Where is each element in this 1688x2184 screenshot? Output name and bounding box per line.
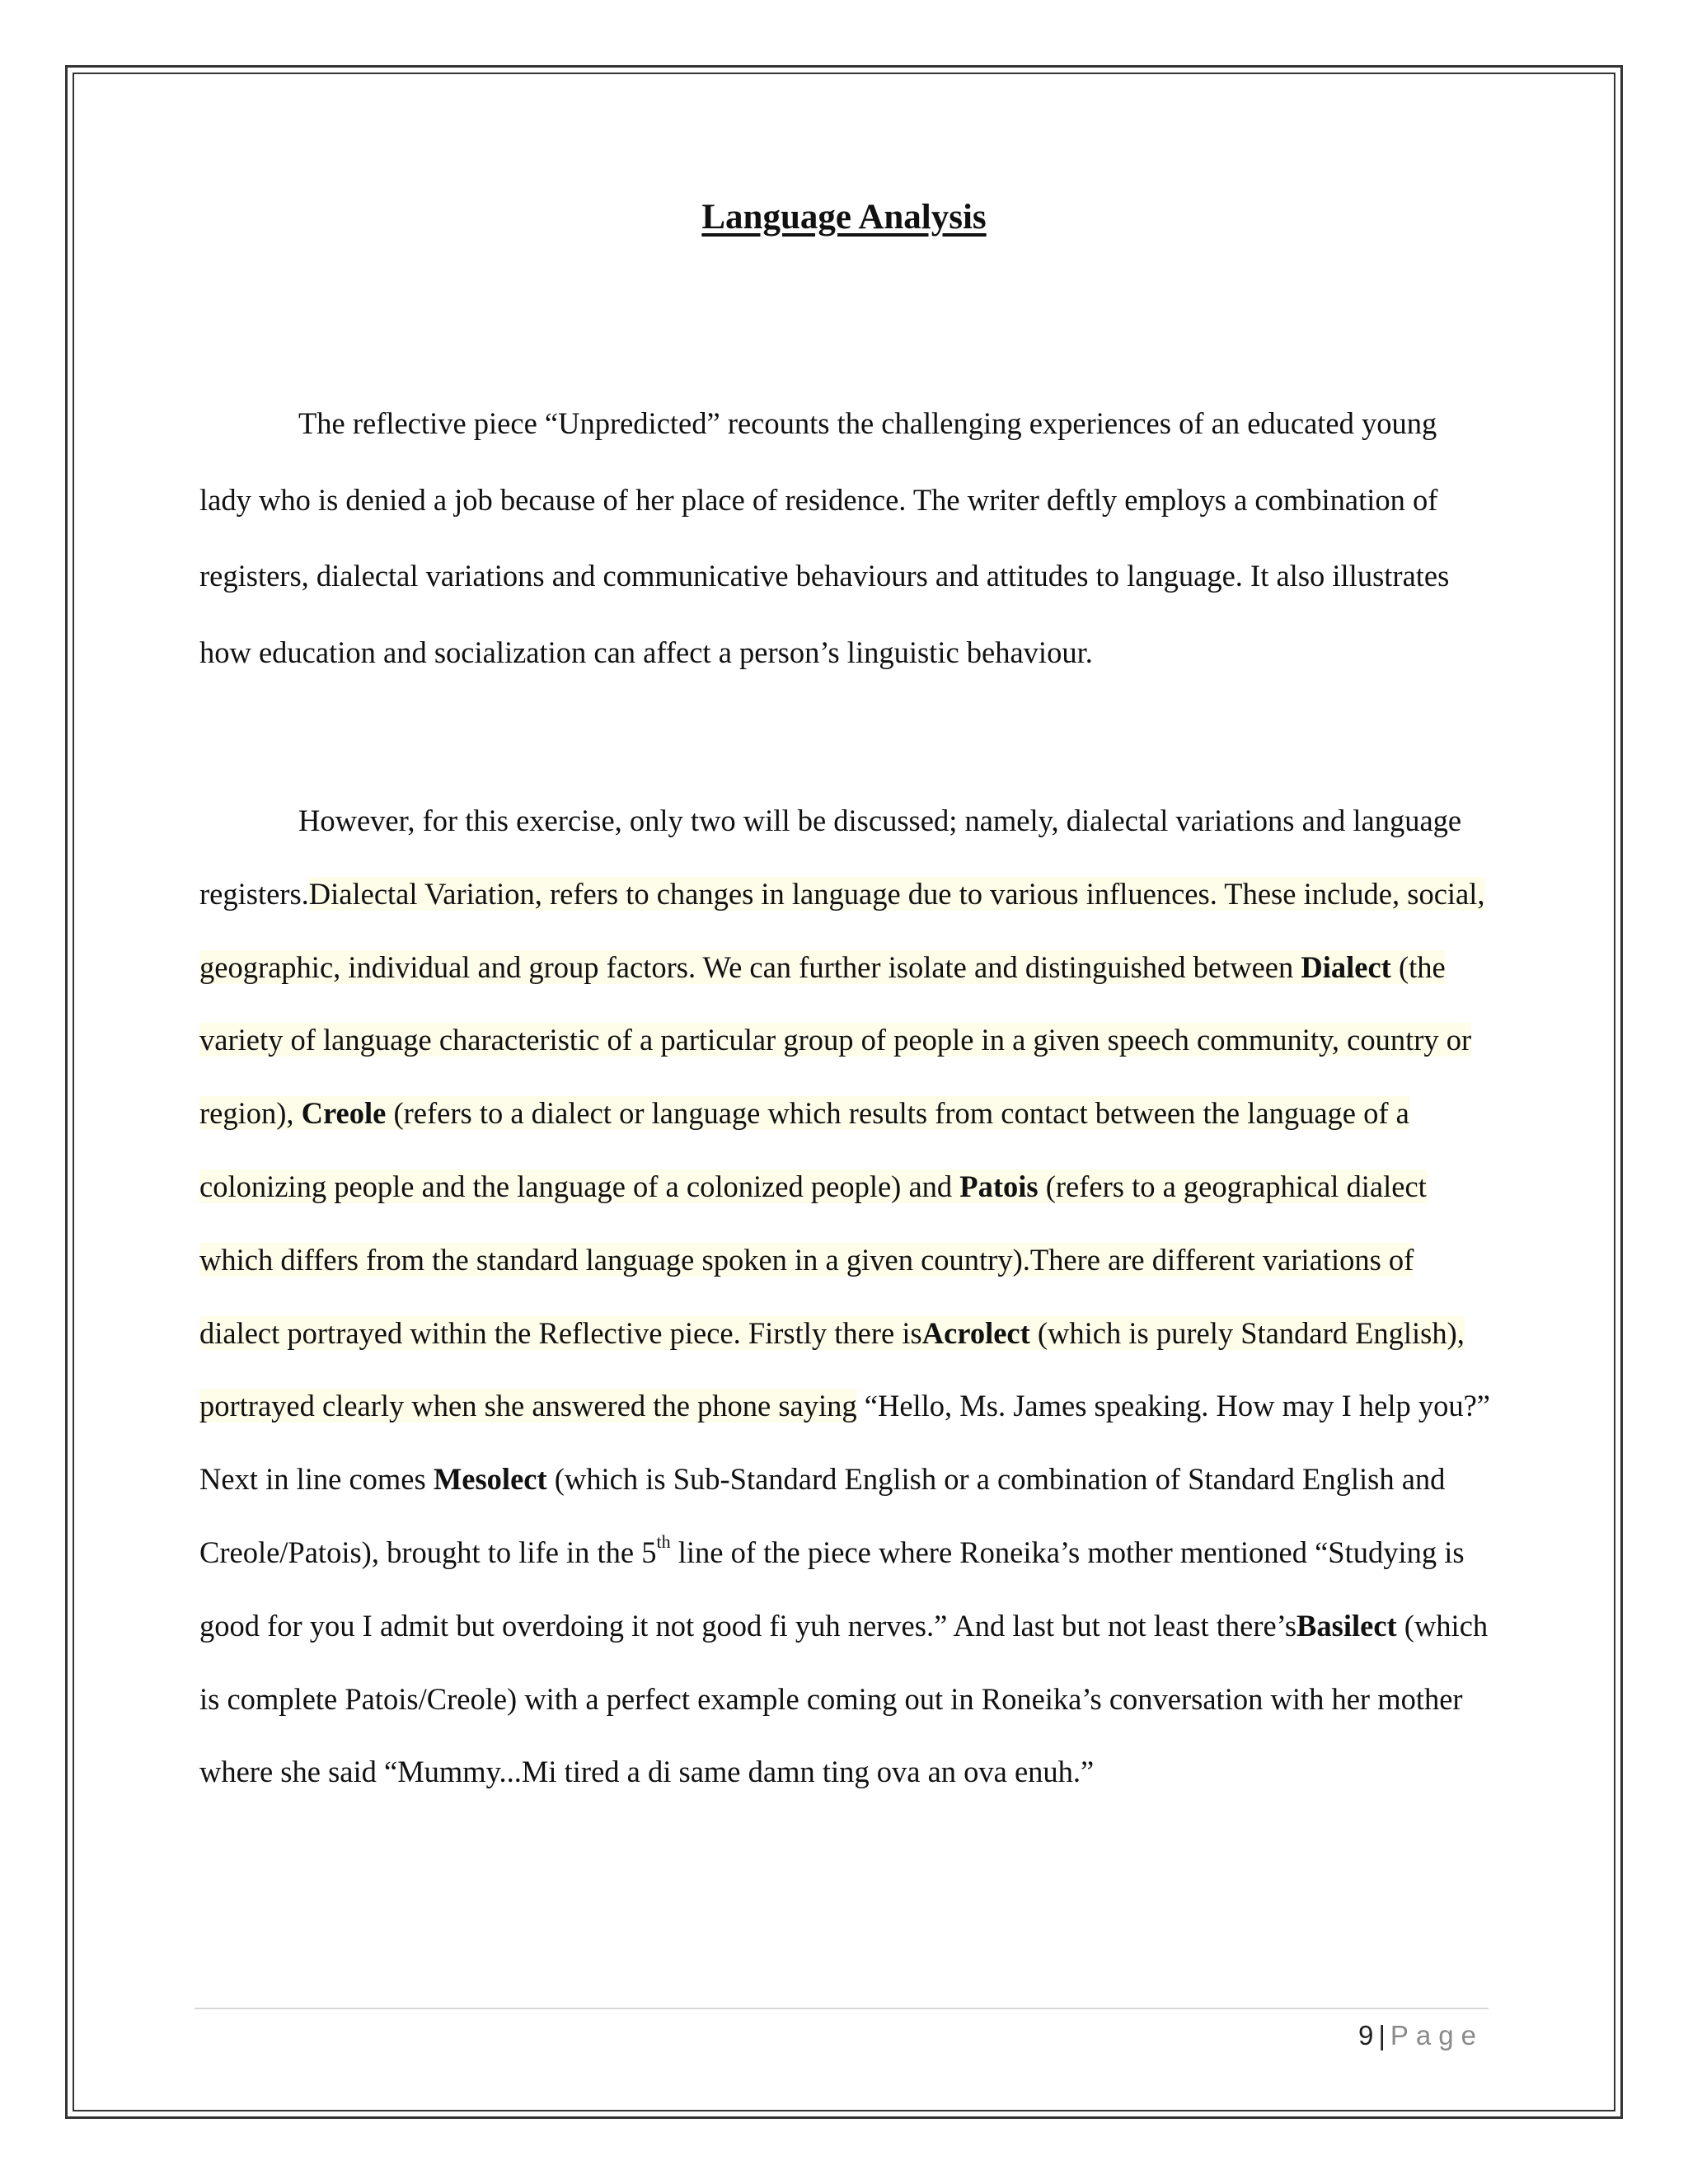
ordinal-suffix: th bbox=[656, 1530, 671, 1552]
footer-divider bbox=[195, 2008, 1489, 2009]
term-creole: Creole bbox=[301, 1096, 387, 1131]
text-segment: However, for this exercise, only two will be discussed; namely, dialectal variations and language registers. bbox=[199, 804, 1462, 911]
term-patois: Patois bbox=[959, 1169, 1039, 1203]
page-label: Page bbox=[1390, 2020, 1484, 2050]
highlighted-text: (refers to a geographical dialect which differs from the standard language spoken in a given country).There are different variations of dialect portrayed within the Reflective piece. Firstly there is bbox=[199, 1169, 1427, 1350]
term-acrolect: Acrolect bbox=[921, 1315, 1030, 1350]
page-title: Language Analysis bbox=[701, 198, 987, 237]
text-segment: line of the piece where Roneika’s mother mentioned “Studying is good for you I admit but overdoing it not good fi yuh nerves.” And last but not least there’s bbox=[199, 1535, 1465, 1643]
paragraph-intro-text: The reflective piece “Unpredicted” recounts the challenging experiences of an educated young lady who is denied a job because of her place of residence. The writer deftly employs a combination of registers, dialectal variations and communicative behaviours and attitudes to language. It also illustrates how education and socialization can affect a person’s linguistic behaviour. bbox=[199, 406, 1450, 669]
paragraph-dialect-analysis bbox=[199, 785, 1492, 1809]
term-dialect: Dialect bbox=[1301, 949, 1391, 984]
page-footer bbox=[1358, 2011, 1484, 2060]
term-mesolect: Mesolect bbox=[433, 1462, 547, 1497]
term-basilect: Basilect bbox=[1296, 1608, 1397, 1643]
paragraph-intro bbox=[199, 386, 1492, 691]
page-number: 9 bbox=[1357, 2020, 1374, 2050]
highlighted-text: (which is purely Standard English), portrayed clearly when she answered the phone saying bbox=[199, 1315, 1465, 1423]
highlighted-text: Dialectal Variation, refers to changes in language due to various influences. These include, social, geographic, individual and group factors. We can further isolate and distinguished between bbox=[199, 876, 1485, 984]
text-segment: (which is Sub-Standard English or a combination of Standard English and Creole/Patois), brought to life in the 5 bbox=[199, 1462, 1446, 1569]
highlighted-text: (the variety of language characteristic of a particular group of people in a given speech community, country or region), bbox=[199, 949, 1472, 1131]
highlighted-text: (refers to a dialect or language which results from contact between the language of a colonizing people and the language of a colonized people) and bbox=[199, 1096, 1409, 1203]
text-segment: “Hello, Ms. James speaking. How may I help you?” Next in line comes bbox=[199, 1389, 1490, 1497]
text-segment: (which is complete Patois/Creole) with a perfect example coming out in Roneika’s conversation with her mother where she said “Mummy...Mi tired a di same damn ting ova an ova enuh.” bbox=[199, 1608, 1489, 1789]
footer-separator: | bbox=[1378, 2020, 1386, 2050]
